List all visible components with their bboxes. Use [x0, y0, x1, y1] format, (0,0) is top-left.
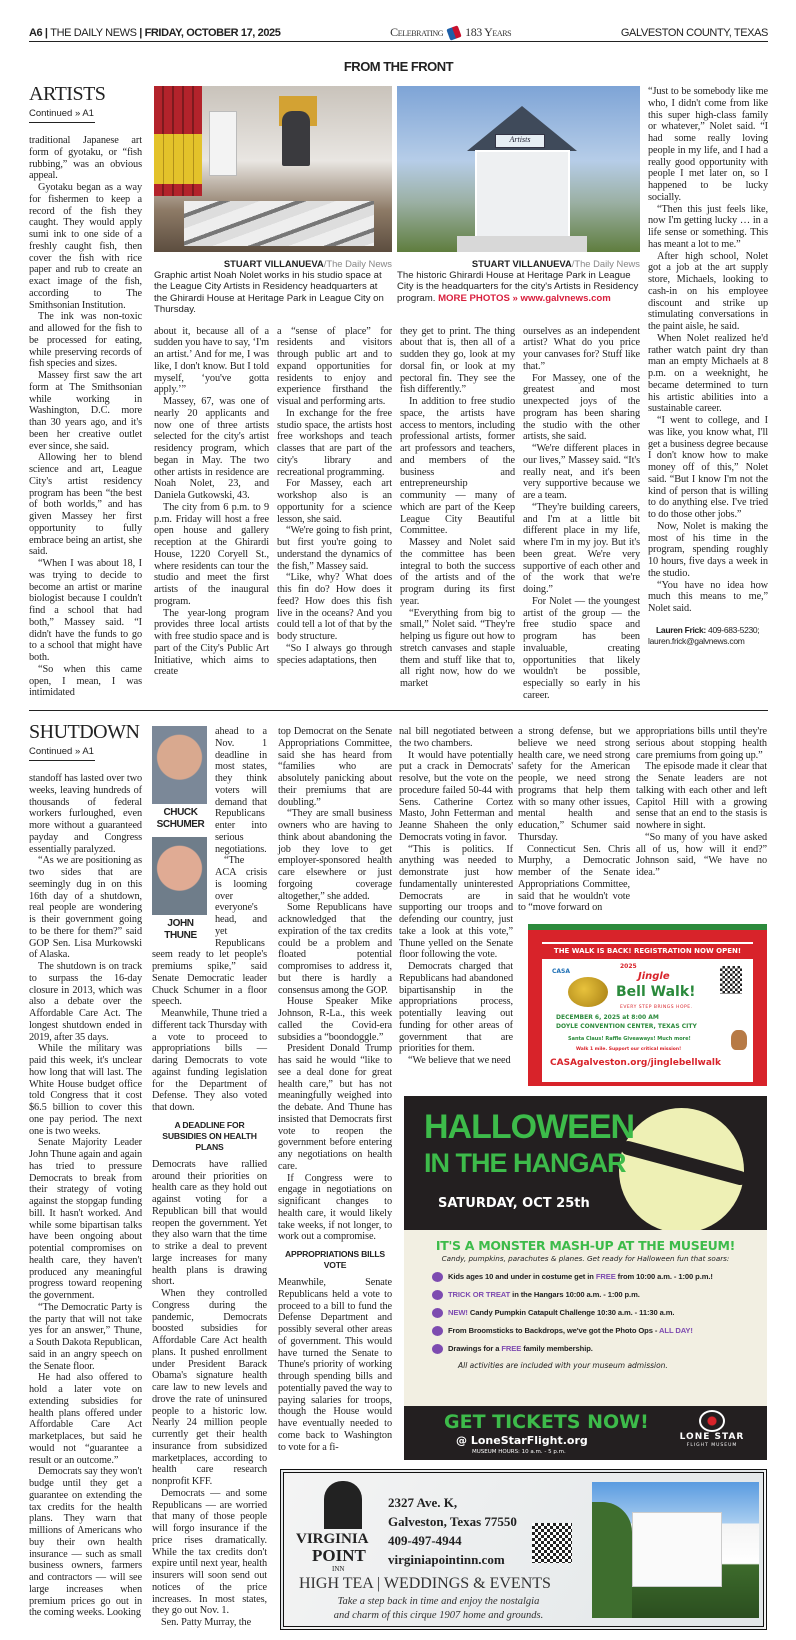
- paragraph: The city from 6 p.m. to 9 p.m. Friday will host a free open house and gallery reception at the Ghirardi House, 1220 Coryell St., where residents can tour the studio and meet the first artists of the inaugural program.: [154, 501, 269, 607]
- shutdown-continued-link[interactable]: Continued » A1: [29, 746, 95, 761]
- texas-flag-icon: [446, 25, 461, 40]
- reporter-name: Lauren Frick:: [656, 624, 706, 635]
- mugshots: [152, 726, 209, 942]
- paragraph: Massey first saw the art form at The Smithsonian while working in Washington, D.C. more than 30 years ago, and it's been her creative outlet ever since, she said.: [29, 370, 142, 452]
- page-header: [29, 24, 768, 42]
- website[interactable]: virginiapointinn.com: [388, 1552, 505, 1567]
- artists-column-1: [29, 135, 142, 699]
- activity-post: in the Hangars 10:00 a.m. - 1:00 p.m.: [510, 1290, 640, 1299]
- ad-activity-list: [432, 1268, 767, 1358]
- ad-title-1: HALLOWEEN: [424, 1108, 635, 1146]
- logo-virginia: VIRGINIA: [296, 1531, 369, 1547]
- activity-item: [432, 1304, 767, 1322]
- celebrating-label: Celebrating: [390, 25, 444, 39]
- ad-subtitle: Candy, pumpkins, parachutes & planes. Get ready for Halloween fun that soars:: [441, 1254, 730, 1263]
- inn-services: HIGH TEA | WEDDINGS & EVENTS: [299, 1575, 551, 1592]
- paragraph: In addition to free studio space, the artists have access to mentors, including professional artists, former art professors and teachers, and members of the business and entrepreneurship community — many of which are part of the Keep League City Beautiful Committee.: [400, 396, 515, 537]
- qr-code[interactable]: [532, 1523, 572, 1563]
- subhead: APPROPRIATIONS BILLS VOTE: [285, 1249, 385, 1270]
- anniversary-banner: [390, 25, 511, 40]
- shutdown-upper-right: [278, 726, 767, 1460]
- paragraph: “You have no idea how much this means to me,” Nolet said.: [648, 579, 768, 614]
- col2-bottom-text: [152, 1159, 267, 1629]
- paragraph: “So many of you have asked all of us, how will it end?” Johnson said, “We have no idea.”: [636, 831, 767, 878]
- artists-middle-block: [154, 80, 640, 702]
- ad-tagline: EVERY STEP BRINGS HOPE.: [620, 1005, 693, 1010]
- shutdown-right-block: [278, 720, 767, 1630]
- activity-hl: FREE: [501, 1344, 522, 1353]
- paragraph: Now, Nolet is making the most of his time in the program, spending roughly 10 hours, five days a week in the studio.: [648, 520, 768, 579]
- subhead: A DEADLINE FOR SUBSIDIES ON HEALTH PLANS: [162, 1119, 257, 1152]
- jingle-bell-walk-ad[interactable]: [528, 924, 767, 1086]
- paragraph: Senate Majority Leader John Thune again and again has tried to pressure Democrats to break from their strategy of voting against the stopgap funding bill. It hasn't worked. And while some bipartisan talks have been ongoing about potential compromises on health care, they haven't produced any meaningful progress toward reopening the government.: [29, 1137, 142, 1301]
- paragraph: they get to print. The thing about that is, then all of a sudden they go, look at my dorsal fin, or look at my pectoral fin. They see the fish differently.”: [400, 325, 515, 396]
- activity-post: family membership.: [521, 1344, 593, 1353]
- paragraph: standoff has lasted over two weeks, leaving hundreds of thousands of federal workers furloughed, even more without a guaranteed payday and Congress essentially paralyzed.: [29, 773, 142, 855]
- thune-photo: [152, 837, 207, 915]
- activity-text: [448, 1290, 640, 1300]
- paragraph: “This is politics. If anything was needed to demonstrate just how fundamentally uninterested Democrats are in supporting our troops and defending our country, just take a look at this vote,” Thune yelled on the Senate floor following the vote.: [399, 843, 513, 961]
- activity-pre: From Broomsticks to Backdrops, we've got the Photo Ops -: [448, 1326, 660, 1335]
- years-label: 183 Years: [465, 25, 512, 39]
- address-line-2: Galveston, Texas 77550: [388, 1514, 517, 1529]
- shutdown-block-c: [518, 726, 767, 1086]
- mug-caption: CHUCK SCHUMER: [156, 807, 205, 830]
- paragraph: House Speaker Mike Johnson, R-La., this week called the Covid-era subsidies a “boondoggle.”: [278, 996, 392, 1043]
- activity-text: [448, 1326, 693, 1336]
- paragraph: “We're going to fish print, but first you're going to understand the dynamics of the fish,” Massey said.: [277, 525, 392, 572]
- paragraph: If Congress were to engage in negotiations on significant changes to health care, it would likely take weeks, if not longer, to work out a compromise.: [278, 1172, 392, 1243]
- activity-hl: ALL DAY!: [659, 1326, 693, 1335]
- paragraph: top Democrat on the Senate Appropriations Committee, said she has heard from “families who are absolutely panicking about their premiums that are doubling.”: [278, 726, 392, 808]
- paragraph: Meanwhile, Senate Republicans held a vote to proceed to a bill to fund the Defense Department and possibly several other areas of government. This would have turned the Senate to Thune's priority of working through spending bills and potentially paved the way to paying salaries for troops, though the House would have eventually needed to come back to Washington to vote for a fi-: [278, 1277, 392, 1453]
- artists-photos: [154, 86, 640, 252]
- paragraph: “As we are positioning as two sides that are seemingly dug in on this 16th day of a shutdown, real people are wondering is their government going to be there for them?” said GOP Sen. Lisa Murkowski of Alaska.: [29, 855, 142, 961]
- address-line-1: 2327 Ave. K,: [388, 1495, 458, 1510]
- ad-banner: THE WALK IS BACK! REGISTRATION NOW OPEN!: [528, 944, 767, 959]
- activity-item: [432, 1268, 767, 1286]
- more-photos-link[interactable]: MORE PHOTOS » www.galvnews.com: [438, 292, 611, 304]
- paragraph: ourselves as an independent artist? What do you price your canvases for? Stuff like that.”: [523, 325, 640, 372]
- newspaper-page: [29, 0, 768, 1640]
- activity-post: Candy Pumpkin Catapult Challenge 10:30 a.m. - 11:30 a.m.: [467, 1308, 675, 1317]
- logo-inn: INN: [332, 1565, 345, 1573]
- paragraph: When Nolet realized he'd rather watch paint dry than man an empty Michaels at 8 p.m. on a weeknight, he became determined to turn his artistic abilities into a sustainable career.: [648, 332, 768, 415]
- ad-title-2: IN THE HANGAR: [424, 1148, 626, 1178]
- photo-credit-name: STUART VILLANUEVA: [223, 258, 324, 269]
- tagline-1: Take a step back in time and enjoy the nostalgia: [337, 1596, 540, 1607]
- paper-name: THE DAILY NEWS: [50, 26, 137, 39]
- inn-drawing-icon: [324, 1481, 362, 1529]
- paragraph: “Like, why? What does this fin do? How does it feed? How does this fish live in the oceans? And you could tell a lot of that by the body structure.: [277, 572, 392, 642]
- section-divider: [29, 710, 768, 712]
- artists-column-6: [648, 86, 768, 615]
- paragraph: Some Republicans have acknowledged that the expiration of the tax credits could be a problem and floated potential compromises to address it, but there is hardly a consensus among the GOP.: [278, 902, 392, 996]
- pumpkin-icon: [432, 1326, 443, 1336]
- ad-title-1: Jingle: [638, 971, 670, 982]
- caption-text: The historic Ghirardi House at Heritage Park in League City is the headquarters for the city's Artists in Residency program.: [397, 269, 639, 304]
- inn-contact: [388, 1493, 517, 1569]
- shutdown-column-2: [152, 720, 267, 1629]
- activity-post: from 10:00 a.m. - 1:00 p.m.!: [615, 1272, 713, 1281]
- shutdown-kicker: SHUTDOWN: [29, 721, 140, 743]
- paragraph: While the military was paid this week, it's unclear how long that will last. The White House budget office told Congress that it cost $6.5 billion to cover this one pay period. The next one is two weeks.: [29, 1043, 142, 1137]
- paragraph: The year-long program provides three local artists with free studio space and is part of the City's Public Art Initiative, which aims to create: [154, 607, 269, 678]
- paragraph: “Everything from big to small,” Nolet said. “They're helping us figure out how to stretch canvases and staple them and stuff like that to, all right now, how do we market: [400, 607, 515, 689]
- phone[interactable]: 409-497-4944: [388, 1533, 462, 1548]
- ad-venue: DOYLE CONVENTION CENTER, TEXAS CITY: [556, 1023, 697, 1030]
- paragraph: a “sense of place” for residents and visitors through public art and to expand opportunities for residents to enjoy and experience firsthand the visual and performing arts.: [277, 325, 392, 407]
- paragraph: Democrats — and some Republicans — are worried that many of those people will forgo insurance if the price rises dramatically. While the tax credits don't expire until next year, health insurers will soon send out notices of the price increases. In most states, they go out Nov. 1.: [152, 1487, 267, 1617]
- paragraph: The ink was non-toxic and allowed for the fish to be processed for eating, while preserving records of fish species and sizes.: [29, 311, 142, 370]
- schumer-photo: [152, 726, 207, 804]
- shutdown-block-c-top: [518, 726, 767, 914]
- paragraph: Massey and Nolet said the committee has been integral to both the success of the artists and of the program during its first year.: [400, 537, 515, 607]
- photo-credit-name: STUART VILLANUEVA: [471, 258, 572, 269]
- inn-photo: [592, 1482, 759, 1618]
- pumpkin-icon: [432, 1290, 443, 1300]
- get-tickets-cta[interactable]: GET TICKETS NOW!: [444, 1411, 649, 1433]
- shutdown-column-1: [29, 773, 142, 1619]
- activity-text: [448, 1272, 713, 1282]
- paragraph: “So when this came open, I mean, I was intimidated: [29, 663, 142, 699]
- ad-mission: Walk 1 mile. Support our critical mission!: [576, 1047, 682, 1052]
- issue-date: FRIDAY, OCTOBER 17, 2025: [144, 26, 281, 39]
- reporter-byline: [648, 625, 768, 647]
- paragraph: “They're building careers, and I'm at a little bit different place in my life, where I'm in my joy. But it's been great. We're very supportive of each other and of the work that we're doing.”: [523, 501, 640, 595]
- studio-photo: [154, 86, 392, 252]
- paragraph: The episode made it clear that the Senate leaders are not talking with each other and left Capitol Hill with a growing sense that an end to the stasis is nowhere in sight.: [636, 761, 767, 831]
- qr-code[interactable]: [720, 966, 742, 994]
- location: GALVESTON COUNTY, TEXAS: [620, 26, 768, 39]
- shutdown-block-b: [399, 726, 767, 1460]
- shutdown-first-column: [29, 720, 142, 1619]
- paragraph: appropriations bills until they're serious about stopping health care premiums from going up.”: [636, 726, 767, 761]
- paragraph: “The ACA crisis is looming over everyone's head, and yet Republicans seem ready to let people's premiums spike,” said Senate Democratic leader Chuck Schumer in a floor speech.: [152, 855, 267, 1008]
- ad-extras: Santa Claus! Raffle Giveaways! Much more!: [568, 1036, 691, 1042]
- shutdown-column-5: [518, 726, 630, 914]
- activity-pre: Drawings for a: [448, 1344, 502, 1353]
- artists-column-4: [400, 326, 515, 690]
- artists-column-3: [277, 326, 392, 667]
- pumpkin-icon: [432, 1344, 443, 1354]
- artists-sign: Artists: [495, 134, 545, 148]
- paragraph: Democrats charged that Republicans had abandoned bipartisanship in the appropriations process, potentially leaving out funding for other areas of government that are priorities for them.: [399, 961, 513, 1055]
- ad-headline: IT'S A MONSTER MASH-UP AT THE MUSEUM!: [435, 1238, 736, 1253]
- ad-year: 2025: [620, 963, 637, 970]
- lone-star-logo: [672, 1410, 752, 1449]
- paragraph: traditional Japanese art form of gyotaku, or “fish rubbing,” was an obvious appeal.: [29, 135, 142, 182]
- artists-last-column: [648, 80, 768, 647]
- activity-pre: Kids ages 10 and under in costume get in: [448, 1272, 596, 1281]
- activity-text: [448, 1344, 593, 1354]
- boots-icon: [568, 977, 608, 1007]
- photo1-caption: [154, 258, 392, 316]
- paragraph: When they controlled Congress during the pandemic, Democrats boosted subsidies for Affordable Care Act health plans. It pushed enrollment under President Barack Obama's signature health care law to new levels and drove the rate of uninsured people to a historic low. Nearly 24 million people currently get their health insurance from subsidized marketplaces, according to health care research nonprofit KFF.: [152, 1288, 267, 1487]
- paragraph: a strong defense, but we believe we need strong health care, we need strong safety for the American people, we need strong programs that help them with so many other issues, mental health and education,” Schumer said Thursday.: [518, 726, 630, 843]
- paragraph: Democrats have rallied around their priorities on health care as they hold out against voting for a Republican bill that would reopen the government. Yet they also warn that the time to strike a deal to prevent large increases for many health plans is drawing short.: [152, 1158, 267, 1288]
- paragraph: Gyotaku began as a way for fishermen to keep a record of the fish they caught. They would apply sumi ink to one side of a freshly caught fish, then cover the fish with rice paper and rub to create an exact image of the fish, according to The Smithsonian Institution.: [29, 182, 142, 311]
- inn-tagline: [296, 1595, 581, 1623]
- ad-date: DECEMBER 6, 2025 at 8:00 AM: [556, 1014, 659, 1021]
- paragraph: President Donald Trump has said he would “like to see a deal done for great health care,” but has not meaningfully weighed into the debate. And Thune has insisted that Democrats first vote to reopen the government before entering any negotiations on health care.: [278, 1043, 392, 1172]
- shutdown-story: [29, 720, 768, 1630]
- artists-kicker: ARTISTS: [29, 83, 106, 105]
- shutdown-column-4: [399, 726, 513, 1067]
- ad-note: All activities are included with your museum admission.: [458, 1361, 668, 1370]
- paragraph: “Then this just feels like, now I'm getting lucky … in a life sense or something. This has meant a lot to me.”: [648, 203, 768, 250]
- caption-text: Graphic artist Noah Nolet works in his studio space at the League City Artists in Residency headquarters at the Ghirardi House at Heritage Park in League City on Thursday.: [154, 269, 384, 315]
- shutdown-column-3: [278, 726, 392, 1453]
- artists-captions: [154, 258, 640, 316]
- paragraph: “We believe that we need: [408, 1055, 511, 1066]
- paragraph: It would have potentially put a crack in Democrats' resolve, but the vote on the procedure failed 50-44 with Sens. Catherine Cortez Masto, John Fetterman and Jeanne Shaheen the only Democrats voting in favor.: [399, 749, 513, 843]
- paragraph: Meanwhile, Thune tried a different tack Thursday with a vote to proceed to appropriations bills — daring Democrats to vote against funding legislation for the Department of Defense. They also voted that down.: [152, 1008, 267, 1113]
- paragraph: Massey, 67, was one of nearly 20 applicants and now one of three artists selected for the city's artist residency program, which began in May. The two other artists in residence are Noah Nolet, 23, and Daniela Gutkowski, 43.: [154, 396, 269, 501]
- artists-first-column: [29, 80, 142, 699]
- ad-url[interactable]: @ LoneStarFlight.org: [456, 1434, 588, 1447]
- paragraph: Sen. Patty Murray, the: [161, 1617, 252, 1628]
- folio: A6 | THE DAILY NEWS | FRIDAY, OCTOBER 17, 2025: [29, 26, 281, 39]
- shutdown-block-b-top: [399, 726, 767, 1086]
- activity-item: [432, 1322, 767, 1340]
- ghirardi-house-photo: [397, 86, 640, 252]
- paragraph: “We're different places in our lives,” Massey said. “It's really neat, and it's been very supportive because we are a team.: [523, 443, 640, 501]
- paragraph: “When I was about 18, I was trying to decide to become an artist or marine biologist because I couldn't find a school that had both,” Massey said. “I didn't have the funds to go to a school that might have both.: [29, 558, 142, 663]
- ad-date: SATURDAY, OCT 25th: [438, 1196, 590, 1211]
- paragraph: Allowing her to blend science and art, League City's artist residency program has been “the best of both worlds,” and has given Massey her first opportunity to fully embrace being an artist, she said.: [29, 452, 142, 558]
- activity-item: [432, 1340, 767, 1358]
- paragraph: “So I always go through species adaptations, then: [277, 642, 392, 666]
- pumpkin-icon: [432, 1308, 443, 1318]
- logo-point: POINT: [312, 1546, 366, 1565]
- section-title: FROM THE FRONT: [343, 59, 454, 74]
- paragraph: nal bill negotiated between the two chambers.: [399, 726, 513, 749]
- artists-lower-columns: [154, 326, 640, 702]
- paragraph: He had also offered to hold a later vote on extending subsidies for health plans offered under Affordable Care Act marketplaces, but said he would not “guarantee a result or an outcome.”: [29, 1372, 142, 1466]
- reporter-contact[interactable]: 409-683-5230; lauren.frick@galvnews.com: [648, 624, 760, 646]
- col3-top-text: [278, 726, 392, 1243]
- col3-bottom-text: [278, 1277, 392, 1453]
- reindeer-icon: [731, 1030, 747, 1050]
- ad-url[interactable]: CASAgalveston.org/jinglebellwalk: [550, 1058, 721, 1068]
- activity-item: [432, 1286, 767, 1304]
- museum-hours: MUSEUM HOURS: 10 a.m. - 5 p.m.: [472, 1449, 566, 1455]
- casa-logo: CASA: [552, 968, 571, 975]
- paragraph: Connecticut Sen. Chris Murphy, a Democratic member of the Senate Appropriations Committee, said that he wouldn't vote to “move forward on: [518, 843, 630, 914]
- logo-subtext: FLIGHT MUSEUM: [686, 1443, 738, 1448]
- virginia-point-inn-ad[interactable]: [280, 1469, 767, 1630]
- paragraph: After high school, Nolet got a job at the art supply store, Michaels, looking to cash-in on his employee discount and strike up stimulating conversations in the paint aisle, he said.: [648, 250, 768, 332]
- paragraph: For Nolet — the youngest artist of the group — the free studio space and program has been invaluable, creating opportunities that likely wouldn't be possible, especially so early in his career.: [523, 595, 640, 701]
- paragraph: In exchange for the free studio space, the artists host free workshops and teach classes that are part of the city's library and recreational programming.: [277, 407, 392, 478]
- artists-story: [29, 80, 768, 702]
- paragraph: about it, because all of a sudden you have to say, ‘I'm an artist.’ And for me, I was like, I don't know. But I told myself, ‘you've gotta apply.’”: [154, 325, 269, 396]
- activity-hl: NEW!: [448, 1308, 468, 1317]
- mug-caption: JOHN THUNE: [164, 918, 197, 941]
- halloween-hangar-ad[interactable]: [404, 1096, 767, 1460]
- paragraph: The shutdown is on track to surpass the 16-day closure in 2013, which was also a debate over the Affordable Care Act. The longest shutdown ended in 2019, after 35 days.: [29, 961, 142, 1043]
- activity-hl: FREE: [595, 1272, 616, 1281]
- photo-credit-org: /The Daily News: [571, 258, 640, 269]
- page-number: A6: [29, 26, 43, 39]
- artists-column-2: [154, 326, 269, 679]
- photo2-caption: [397, 258, 640, 304]
- activity-text: [448, 1308, 674, 1318]
- pumpkin-icon: [432, 1272, 443, 1282]
- ad-body: [404, 1230, 767, 1406]
- paragraph: ahead to a Nov. 1 deadline in most states, they think voters will demand that Republicans enter into serious negotiations.: [215, 726, 267, 855]
- ad-title-2: Bell Walk!: [616, 984, 696, 1000]
- paragraph: Democrats say they won't budge until they get a guarantee on extending the tax credits for the health plans. They warn that millions of Americans who buy their own health insurance — such as small business owners, farmers and contractors — will see large increases when premium prices go out in the coming weeks. Looking: [29, 1466, 142, 1619]
- paragraph: For Massey, one of the greatest and most unexpected joys of the program has been sharing the studio with the other artists, she said.: [523, 372, 640, 443]
- paragraph: “I went to college, and I was like, you know what, I'll get a business degree because I don't know how to make money off of this,” Nolet said. “But I know I'm not the kind of person that is willing to do anything else. I've tried to do those other jobs.”: [648, 415, 768, 520]
- activity-hl: TRICK OR TREAT: [448, 1290, 511, 1299]
- paragraph: “The Democratic Party is the party that will not take yes for an answer,” Thune, a South Dakota Republican, said in an angry speech on the Senate floor.: [29, 1301, 142, 1372]
- paragraph: For Massey, each art workshop also is an opportunity for a science lesson, she said.: [277, 478, 392, 525]
- star-wings-icon: [699, 1410, 725, 1432]
- artists-column-5: [523, 326, 640, 702]
- photo-credit-org: /The Daily News: [323, 258, 392, 269]
- paragraph: “Just to be somebody like me who, I didn't come from like this super high-class family or whatever,” Nolet said. “I had some really loving people in my life, and I had a really good opportunity with people I met later on, so I happened to be lucky socially.: [648, 86, 768, 203]
- tagline-2: and charm of this cirque 1907 home and grounds.: [333, 1610, 544, 1621]
- shutdown-column-6: [636, 726, 767, 879]
- artists-continued-link[interactable]: Continued » A1: [29, 108, 95, 123]
- logo-text: LONE STAR: [679, 1432, 745, 1442]
- paragraph: “They are small business owners who are having to think about abandoning the job they love to get employer-sponsored health care elsewhere or just forgoing coverage altogether,” she added.: [278, 808, 392, 902]
